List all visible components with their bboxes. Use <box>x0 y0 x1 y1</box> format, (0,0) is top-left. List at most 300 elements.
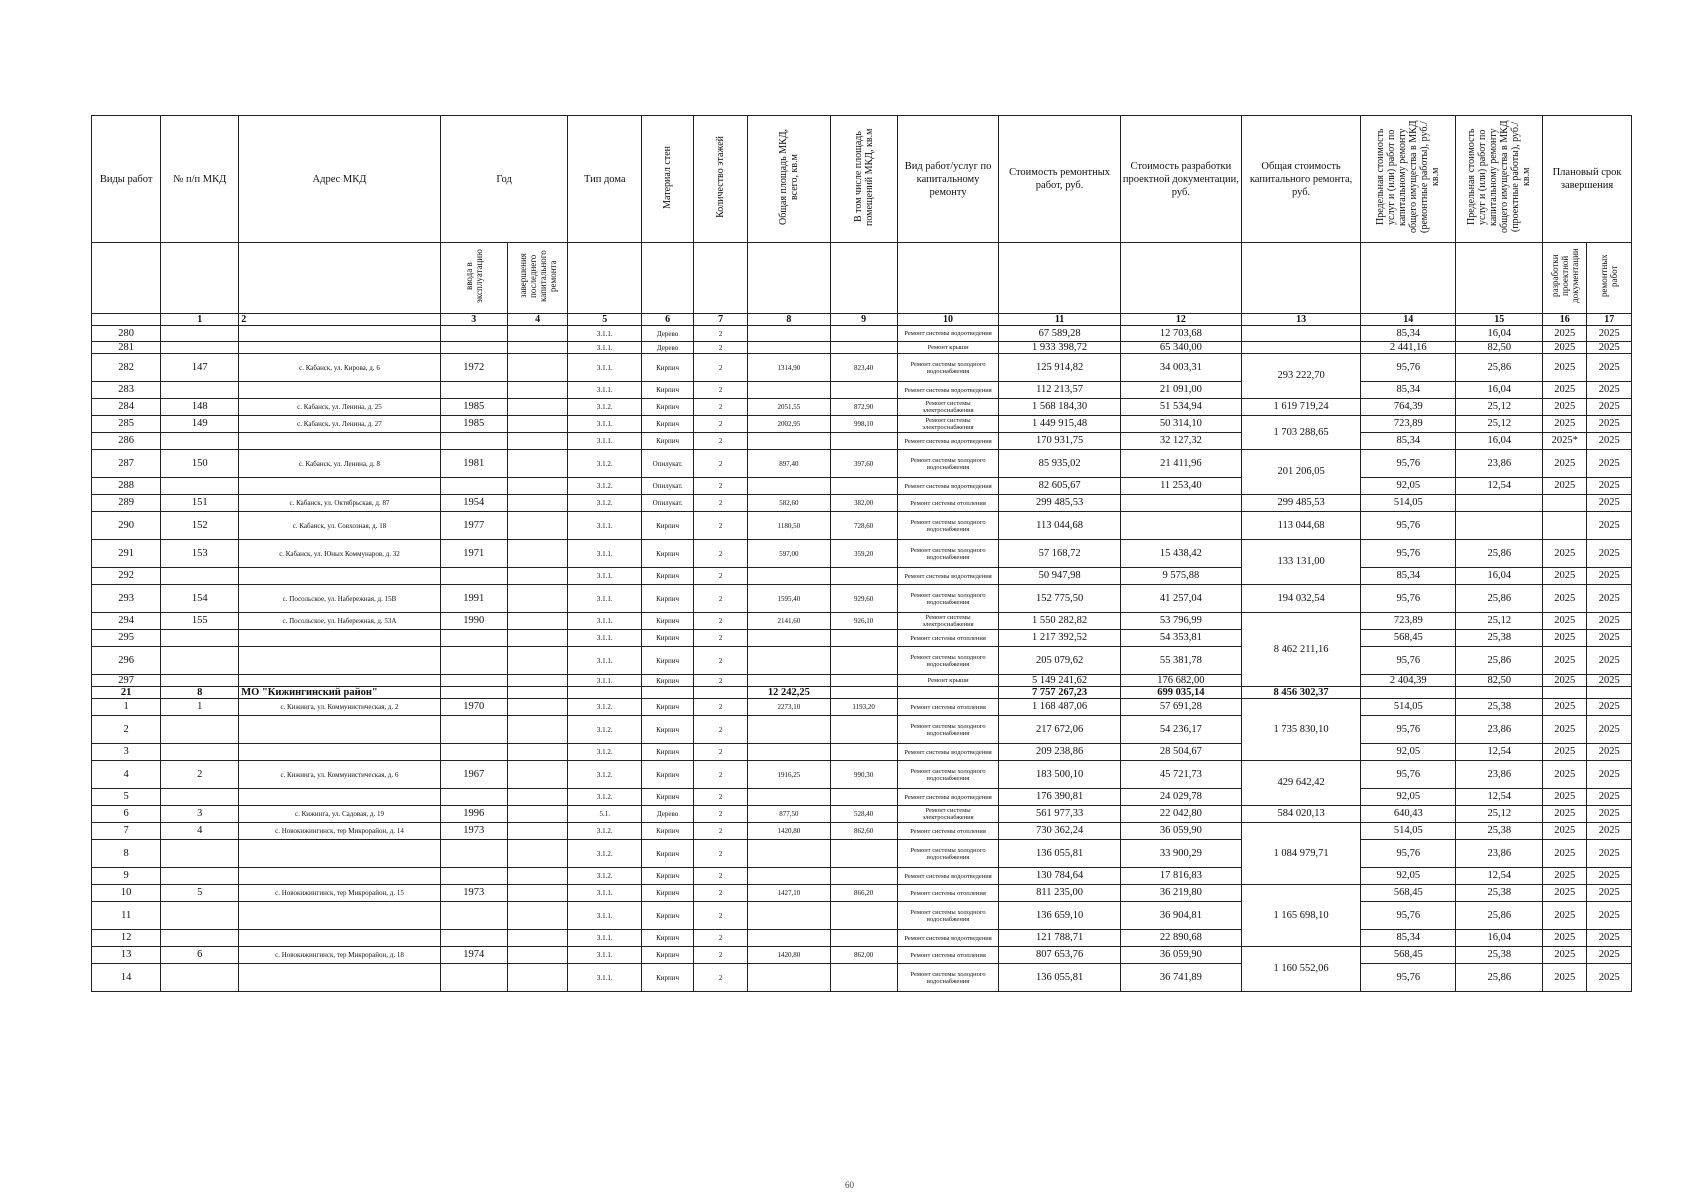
mkd-number-cell <box>161 326 239 342</box>
limit-design-cell: 25,86 <box>1456 540 1543 568</box>
premises-area-cell <box>830 744 897 761</box>
wall-material-cell: Кирпич <box>642 585 694 613</box>
col-number: 15 <box>1456 314 1543 326</box>
mkd-number-cell: 147 <box>161 354 239 382</box>
deadline-design-cell: 2025 <box>1543 540 1587 568</box>
table-row <box>92 647 1632 675</box>
table-row <box>92 585 1632 613</box>
limit-design-cell: 16,04 <box>1456 433 1543 450</box>
premises-area-cell: 929,60 <box>830 585 897 613</box>
deadline-repair-cell: 2025 <box>1587 495 1632 512</box>
design-cost-cell: 55 381,78 <box>1120 647 1241 675</box>
wall-material-cell: Кирпич <box>642 699 694 716</box>
house-type-cell: 3.1.1. <box>568 930 642 947</box>
work-type-cell: Ремонт крыши <box>897 675 999 687</box>
year-last-repair-cell <box>507 630 568 647</box>
floors-label: Количество этажей <box>715 136 727 218</box>
limit-design-cell: 25,38 <box>1456 630 1543 647</box>
premises-area-cell: 528,40 <box>830 806 897 823</box>
limit-design-cell: 16,04 <box>1456 382 1543 399</box>
address-cell: с. Кабанск, ул. Октябрьская, д. 87 <box>239 495 440 512</box>
floor-count-cell: 2 <box>694 450 748 478</box>
limit-design-cell: 25,38 <box>1456 823 1543 840</box>
col-header-total-cost: Общая стоимость капитального ремонта, руб. <box>1242 116 1361 243</box>
year-commissioned-cell: 1973 <box>440 885 507 902</box>
floor-count-cell: 2 <box>694 716 748 744</box>
premises-area-cell <box>830 568 897 585</box>
year-last-repair-cell <box>507 687 568 699</box>
address-cell <box>239 675 440 687</box>
floor-count-cell: 2 <box>694 840 748 868</box>
year-commissioned-cell <box>440 716 507 744</box>
deadline-repair-cell: 2025 <box>1587 630 1632 647</box>
deadline-repair-cell: 2025 <box>1587 675 1632 687</box>
design-cost-cell: 15 438,42 <box>1120 540 1241 568</box>
repair-cost-cell: 217 672,06 <box>999 716 1120 744</box>
work-type-cell: Ремонт системы водоотведения <box>897 568 999 585</box>
table-row <box>92 964 1632 992</box>
limit-repair-cell: 85,34 <box>1361 382 1456 399</box>
address-cell: с. Посольское, ул. Набережная, д. 15В <box>239 585 440 613</box>
deadline-design-cell: 2025 <box>1543 964 1587 992</box>
year-last-repair-cell <box>507 947 568 964</box>
year-last-repair-cell <box>507 675 568 687</box>
house-type-cell: 3.1.1. <box>568 382 642 399</box>
total-cost-cell: 133 131,00 <box>1242 540 1361 585</box>
floor-count-cell: 2 <box>694 326 748 342</box>
design-cost-cell: 36 904,81 <box>1120 902 1241 930</box>
deadline-repair-cell: 2025 <box>1587 342 1632 354</box>
house-type-cell: 3.1.1. <box>568 512 642 540</box>
deadline-repair-cell: 2025 <box>1587 744 1632 761</box>
year-last-repair-cell <box>507 964 568 992</box>
total-cost-cell: 201 206,05 <box>1242 450 1361 495</box>
repair-cost-cell: 205 079,62 <box>999 647 1120 675</box>
repair-cost-cell: 209 238,86 <box>999 744 1120 761</box>
limit-repair-label: Предельная стоимость услуг и (или) работ по капитальному ремонту общего имущества в МКД (ремонтные работы), руб./кв.м <box>1375 120 1442 234</box>
row-index-cell: 286 <box>92 433 161 450</box>
limit-repair-cell: 514,05 <box>1361 495 1456 512</box>
row-index-cell: 14 <box>92 964 161 992</box>
table-row <box>92 342 1632 354</box>
col-number: 6 <box>642 314 694 326</box>
address-cell: с. Новокижингинск, тер Микрорайон, д. 14 <box>239 823 440 840</box>
mkd-number-cell: 154 <box>161 585 239 613</box>
year-last-repair-cell <box>507 433 568 450</box>
floor-count-cell: 2 <box>694 789 748 806</box>
work-type-cell: Ремонт системы отопления <box>897 630 999 647</box>
deadline-design-cell: 2025 <box>1543 840 1587 868</box>
work-type-cell: Ремонт системы водоотведения <box>897 930 999 947</box>
deadline-repair-cell: 2025 <box>1587 761 1632 789</box>
deadline-repair-cell: 2025 <box>1587 823 1632 840</box>
total-area-cell <box>748 930 830 947</box>
capital-repair-table <box>91 115 1632 992</box>
deadline-repair-cell: 2025 <box>1587 789 1632 806</box>
limit-design-cell: 25,38 <box>1456 885 1543 902</box>
table-row <box>92 675 1632 687</box>
house-type-cell <box>568 687 642 699</box>
table-row <box>92 630 1632 647</box>
house-type-cell: 3.1.2. <box>568 478 642 495</box>
design-cost-cell: 11 253,40 <box>1120 478 1241 495</box>
total-area-cell: 1595,40 <box>748 585 830 613</box>
limit-design-label: Предельная стоимость услуг и (или) работ по капитальному ремонту общего имущества в МКД (проектные работы), руб./кв.м <box>1466 120 1533 234</box>
design-cost-cell: 36 219,80 <box>1120 885 1241 902</box>
mkd-number-cell: 148 <box>161 399 239 416</box>
work-type-cell: Ремонт системы отопления <box>897 947 999 964</box>
year-last-repair-cell <box>507 326 568 342</box>
table-row <box>92 613 1632 630</box>
wall-material-cell: Кирпич <box>642 540 694 568</box>
row-index-cell: 283 <box>92 382 161 399</box>
deadline-design-cell: 2025 <box>1543 675 1587 687</box>
table-row <box>92 450 1632 478</box>
deadline-design-cell: 2025 <box>1543 416 1587 433</box>
limit-design-cell: 25,12 <box>1456 399 1543 416</box>
limit-repair-cell: 568,45 <box>1361 947 1456 964</box>
row-index-cell: 291 <box>92 540 161 568</box>
repair-deadline-label: ремонтных работ <box>1599 254 1620 298</box>
work-type-cell: Ремонт системы холодного водоснабжения <box>897 902 999 930</box>
deadline-design-cell: 2025 <box>1543 930 1587 947</box>
limit-design-cell: 25,86 <box>1456 902 1543 930</box>
work-type-cell: Ремонт системы водоотведения <box>897 433 999 450</box>
year-commissioned-cell <box>440 675 507 687</box>
wall-material-cell: Кирпич <box>642 512 694 540</box>
mkd-number-cell <box>161 382 239 399</box>
design-cost-cell: 34 003,31 <box>1120 354 1241 382</box>
address-cell: с. Кижинга, ул. Коммунистическая, д. 6 <box>239 761 440 789</box>
year-last-repair-cell <box>507 699 568 716</box>
design-cost-cell: 36 059,90 <box>1120 947 1241 964</box>
mkd-number-cell <box>161 433 239 450</box>
deadline-repair-cell: 2025 <box>1587 326 1632 342</box>
col-header-address: Адрес МКД <box>239 116 440 243</box>
limit-repair-cell: 514,05 <box>1361 823 1456 840</box>
table-row <box>92 382 1632 399</box>
table-row <box>92 840 1632 868</box>
work-type-cell: Ремонт системы холодного водоснабжения <box>897 354 999 382</box>
table-row <box>92 478 1632 495</box>
mkd-number-cell <box>161 744 239 761</box>
total-area-cell: 877,50 <box>748 806 830 823</box>
wall-material-cell <box>642 687 694 699</box>
design-cost-cell: 22 042,80 <box>1120 806 1241 823</box>
deadline-design-cell: 2025 <box>1543 885 1587 902</box>
col-number: 14 <box>1361 314 1456 326</box>
table-row <box>92 512 1632 540</box>
address-cell <box>239 382 440 399</box>
design-cost-cell: 22 890,68 <box>1120 930 1241 947</box>
address-cell <box>239 568 440 585</box>
design-cost-cell: 24 029,78 <box>1120 789 1241 806</box>
col-subheader-commissioning <box>440 243 507 314</box>
limit-design-cell: 23,86 <box>1456 840 1543 868</box>
repair-cost-cell: 113 044,68 <box>999 512 1120 540</box>
limit-design-cell: 25,86 <box>1456 354 1543 382</box>
col-header-limit-design <box>1456 116 1543 243</box>
mkd-number-cell: 152 <box>161 512 239 540</box>
address-cell: с. Кабанск, ул. Юных Коммунаров, д. 32 <box>239 540 440 568</box>
house-type-cell: 3.1.2. <box>568 399 642 416</box>
row-index-cell: 1 <box>92 699 161 716</box>
repair-cost-cell: 121 788,71 <box>999 930 1120 947</box>
wall-material-cell: Кирпич <box>642 902 694 930</box>
deadline-repair-cell: 2025 <box>1587 699 1632 716</box>
house-type-cell: 3.1.2. <box>568 840 642 868</box>
total-area-cell <box>748 789 830 806</box>
total-area-cell <box>748 675 830 687</box>
row-index-cell: 285 <box>92 416 161 433</box>
address-cell <box>239 478 440 495</box>
row-index-cell: 292 <box>92 568 161 585</box>
year-last-repair-cell <box>507 840 568 868</box>
design-cost-cell: 50 314,10 <box>1120 416 1241 433</box>
table-row <box>92 540 1632 568</box>
premises-area-cell: 926,10 <box>830 613 897 630</box>
deadline-repair-cell: 2025 <box>1587 840 1632 868</box>
house-type-cell: 3.1.2. <box>568 868 642 885</box>
year-commissioned-cell: 1974 <box>440 947 507 964</box>
year-last-repair-cell <box>507 868 568 885</box>
premises-area-cell <box>830 789 897 806</box>
total-cost-cell <box>1242 342 1361 354</box>
wall-material-cell: Кирпич <box>642 885 694 902</box>
deadline-repair-cell: 2025 <box>1587 885 1632 902</box>
year-commissioned-cell: 1977 <box>440 512 507 540</box>
mkd-number-cell: 1 <box>161 699 239 716</box>
address-cell <box>239 868 440 885</box>
total-area-cell: 2002,95 <box>748 416 830 433</box>
row-index-cell: 10 <box>92 885 161 902</box>
col-number: 4 <box>507 314 568 326</box>
table-row <box>92 823 1632 840</box>
year-last-repair-cell <box>507 585 568 613</box>
table-row <box>92 947 1632 964</box>
repair-cost-cell: 299 485,53 <box>999 495 1120 512</box>
table-row <box>92 568 1632 585</box>
address-cell: с. Кижинга, ул. Садовая, д. 19 <box>239 806 440 823</box>
year-last-repair-cell <box>507 382 568 399</box>
design-cost-cell: 36 059,90 <box>1120 823 1241 840</box>
col-number <box>92 314 161 326</box>
floor-count-cell: 2 <box>694 585 748 613</box>
total-area-cell: 12 242,25 <box>748 687 830 699</box>
deadline-repair-cell: 2025 <box>1587 478 1632 495</box>
design-cost-cell: 53 796,99 <box>1120 613 1241 630</box>
wall-material-cell: Опилукат. <box>642 495 694 512</box>
repair-cost-cell: 125 914,82 <box>999 354 1120 382</box>
limit-design-cell: 16,04 <box>1456 326 1543 342</box>
deadline-repair-cell: 2025 <box>1587 806 1632 823</box>
repair-cost-cell: 136 055,81 <box>999 840 1120 868</box>
house-type-cell: 3.1.1. <box>568 540 642 568</box>
limit-design-cell: 23,86 <box>1456 450 1543 478</box>
year-commissioned-cell <box>440 687 507 699</box>
work-type-cell: Ремонт системы холодного водоснабжения <box>897 716 999 744</box>
total-area-cell <box>748 647 830 675</box>
deadline-repair-cell: 2025 <box>1587 354 1632 382</box>
table-body <box>92 326 1632 992</box>
total-area-cell: 2141,60 <box>748 613 830 630</box>
limit-repair-cell: 92,05 <box>1361 868 1456 885</box>
work-type-cell: Ремонт системы отопления <box>897 699 999 716</box>
floor-count-cell: 2 <box>694 478 748 495</box>
design-deadline-label: разработки проектной документации <box>1549 248 1580 304</box>
wall-material-cell: Кирпич <box>642 675 694 687</box>
total-area-cell: 1916,25 <box>748 761 830 789</box>
table-row <box>92 930 1632 947</box>
house-type-cell: 3.1.1. <box>568 613 642 630</box>
wall-material-cell: Кирпич <box>642 568 694 585</box>
year-commissioned-cell <box>440 478 507 495</box>
limit-repair-cell: 95,76 <box>1361 647 1456 675</box>
col-subheader-design-deadline <box>1543 243 1587 314</box>
repair-cost-cell: 152 775,50 <box>999 585 1120 613</box>
table-row <box>92 433 1632 450</box>
repair-cost-cell: 1 568 184,30 <box>999 399 1120 416</box>
design-cost-cell: 65 340,00 <box>1120 342 1241 354</box>
total-cost-cell: 194 032,54 <box>1242 585 1361 613</box>
limit-design-cell: 23,86 <box>1456 761 1543 789</box>
limit-repair-cell: 514,05 <box>1361 699 1456 716</box>
total-area-cell <box>748 568 830 585</box>
limit-repair-cell: 95,76 <box>1361 902 1456 930</box>
premises-area-cell <box>830 647 897 675</box>
premises-area-cell <box>830 964 897 992</box>
floor-count-cell <box>694 687 748 699</box>
total-area-cell: 582,60 <box>748 495 830 512</box>
total-area-cell <box>748 433 830 450</box>
house-type-cell: 3.1.1. <box>568 964 642 992</box>
work-type-cell: Ремонт системы холодного водоснабжения <box>897 840 999 868</box>
total-cost-cell: 113 044,68 <box>1242 512 1361 540</box>
year-commissioned-cell <box>440 342 507 354</box>
limit-design-cell: 12,54 <box>1456 744 1543 761</box>
year-last-repair-cell <box>507 789 568 806</box>
repair-cost-cell: 130 784,64 <box>999 868 1120 885</box>
limit-repair-cell: 92,05 <box>1361 744 1456 761</box>
year-commissioned-cell <box>440 789 507 806</box>
table-row <box>92 885 1632 902</box>
floor-count-cell: 2 <box>694 540 748 568</box>
house-type-cell: 3.1.2. <box>568 823 642 840</box>
year-commissioned-cell: 1981 <box>440 450 507 478</box>
floor-count-cell: 2 <box>694 495 748 512</box>
limit-design-cell: 23,86 <box>1456 716 1543 744</box>
year-commissioned-cell <box>440 568 507 585</box>
house-type-cell: 3.1.2. <box>568 789 642 806</box>
year-commissioned-cell: 1967 <box>440 761 507 789</box>
register-sheet <box>91 115 1632 992</box>
limit-repair-cell: 92,05 <box>1361 789 1456 806</box>
address-cell: МО "Кижингинский район" <box>239 687 440 699</box>
limit-repair-cell: 95,76 <box>1361 512 1456 540</box>
row-index-cell: 281 <box>92 342 161 354</box>
house-type-cell: 5.1. <box>568 806 642 823</box>
deadline-design-cell: 2025 <box>1543 761 1587 789</box>
deadline-design-cell: 2025 <box>1543 902 1587 930</box>
wall-material-cell: Кирпич <box>642 716 694 744</box>
mkd-number-cell: 2 <box>161 761 239 789</box>
row-index-cell: 287 <box>92 450 161 478</box>
year-commissioned-cell <box>440 902 507 930</box>
work-type-cell: Ремонт системы холодного водоснабжения <box>897 540 999 568</box>
year-last-repair-cell <box>507 495 568 512</box>
design-cost-cell: 9 575,88 <box>1120 568 1241 585</box>
work-type-cell: Ремонт системы холодного водоснабжения <box>897 964 999 992</box>
total-area-cell <box>748 630 830 647</box>
address-cell: с. Кабанск, ул. Ленина, д. 27 <box>239 416 440 433</box>
floor-count-cell: 2 <box>694 613 748 630</box>
address-cell: с. Кабанск, ул. Совхозная, д. 18 <box>239 512 440 540</box>
mkd-number-cell: 3 <box>161 806 239 823</box>
design-cost-cell: 176 682,00 <box>1120 675 1241 687</box>
year-last-repair-cell <box>507 568 568 585</box>
column-number-row <box>92 314 1632 326</box>
deadline-design-cell: 2025 <box>1543 947 1587 964</box>
limit-design-cell: 12,54 <box>1456 868 1543 885</box>
total-area-cell <box>748 744 830 761</box>
deadline-design-cell <box>1543 495 1587 512</box>
total-area-cell: 2273,10 <box>748 699 830 716</box>
row-index-cell: 6 <box>92 806 161 823</box>
table-row <box>92 744 1632 761</box>
deadline-repair-cell: 2025 <box>1587 947 1632 964</box>
year-commissioned-cell <box>440 868 507 885</box>
wall-material-cell: Кирпич <box>642 647 694 675</box>
wall-material-cell: Кирпич <box>642 416 694 433</box>
house-type-cell: 3.1.2. <box>568 699 642 716</box>
premises-area-cell <box>830 630 897 647</box>
limit-repair-cell <box>1361 687 1456 699</box>
mkd-number-cell <box>161 675 239 687</box>
work-type-cell: Ремонт системы электроснабжения <box>897 806 999 823</box>
year-commissioned-cell: 1990 <box>440 613 507 630</box>
row-index-cell: 282 <box>92 354 161 382</box>
deadline-design-cell <box>1543 512 1587 540</box>
design-cost-cell: 36 741,89 <box>1120 964 1241 992</box>
row-index-cell: 294 <box>92 613 161 630</box>
limit-design-cell: 12,54 <box>1456 478 1543 495</box>
total-cost-cell: 299 485,53 <box>1242 495 1361 512</box>
row-index-cell: 2 <box>92 716 161 744</box>
limit-design-cell: 25,86 <box>1456 585 1543 613</box>
col-header-work-type: Виды работ <box>92 116 161 243</box>
year-last-repair-cell <box>507 399 568 416</box>
work-type-cell: Ремонт системы водоотведения <box>897 382 999 399</box>
work-type-cell: Ремонт системы водоотведения <box>897 744 999 761</box>
wall-material-cell: Дерево <box>642 806 694 823</box>
house-type-cell: 3.1.1. <box>568 354 642 382</box>
repair-cost-cell: 561 977,33 <box>999 806 1120 823</box>
limit-design-cell: 25,12 <box>1456 416 1543 433</box>
work-type-cell: Ремонт системы отопления <box>897 495 999 512</box>
premises-area-cell <box>830 716 897 744</box>
house-type-cell: 3.1.1. <box>568 902 642 930</box>
deadline-design-cell: 2025* <box>1543 433 1587 450</box>
address-cell: с. Кабанск, ул. Ленина, д. 25 <box>239 399 440 416</box>
deadline-repair-cell: 2025 <box>1587 540 1632 568</box>
year-commissioned-cell <box>440 326 507 342</box>
design-cost-cell: 28 504,67 <box>1120 744 1241 761</box>
total-area-cell: 1180,50 <box>748 512 830 540</box>
address-cell <box>239 630 440 647</box>
deadline-repair-cell: 2025 <box>1587 399 1632 416</box>
work-type-cell: Ремонт системы водоотведения <box>897 868 999 885</box>
total-area-cell: 1427,10 <box>748 885 830 902</box>
